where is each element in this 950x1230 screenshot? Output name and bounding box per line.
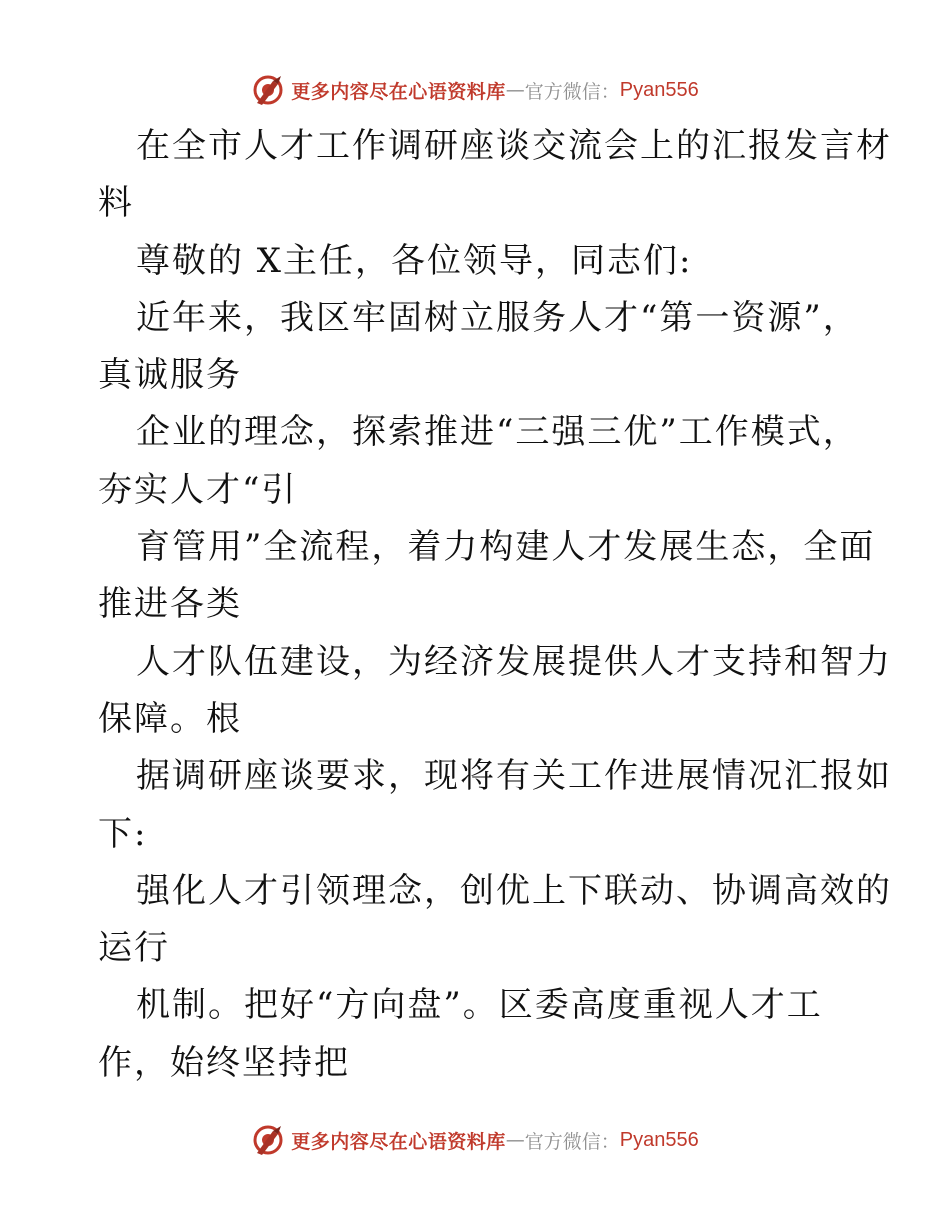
paragraph-line: 夯实人才“引: [98, 469, 298, 510]
banner-wechat-handle: Pyan556: [619, 78, 699, 101]
paragraph-line: 强化人才引领理念，创优上下联动、协调高效的: [136, 870, 892, 911]
paragraph-line: 真诚服务: [98, 355, 242, 396]
paragraph-line: 推进各类: [98, 584, 242, 625]
paragraph-line: 育管用”全流程，着力构建人才发展生态，全面: [136, 527, 876, 568]
banner-text: [291, 77, 699, 104]
banner-site-name: 更多内容尽在心语资料库: [291, 1130, 506, 1153]
header-banner: [0, 70, 950, 110]
footer-banner: [0, 1120, 950, 1160]
banner-wechat-label: 官方微信：: [524, 1130, 620, 1153]
paragraph-line: 人才队伍建设，为经济发展提供人才支持和智力: [136, 641, 892, 682]
document-title-line: 在全市人才工作调研座谈交流会上的汇报发言材: [136, 126, 892, 166]
paragraph-line: 据调研座谈要求，现将有关工作进展情况汇报如: [136, 756, 892, 797]
paragraph-line: 作，始终坚持把: [98, 1042, 350, 1083]
paragraph-line: 保障。根: [98, 698, 242, 739]
paragraph-line: 企业的理念，探索推进“三强三优”工作模式，: [136, 412, 859, 453]
banner-separator: —: [505, 79, 525, 101]
paragraph-line: 机制。把好“方向盘”。区委高度重视人才工: [136, 985, 823, 1026]
banner-wechat-handle: Pyan556: [619, 1128, 699, 1151]
document-title-line: 料: [98, 183, 134, 224]
quill-pen-circle-icon: [251, 73, 285, 107]
banner-wechat-label: 官方微信：: [524, 80, 620, 103]
paragraph-line: 近年来，我区牢固树立服务人才“第一资源”，: [136, 297, 859, 338]
banner-text: [291, 1127, 699, 1154]
salutation-line: 尊敬的 X主任，各位领导，同志们:: [136, 240, 693, 281]
paragraph-line: 下:: [98, 813, 148, 854]
banner-separator: —: [505, 1129, 525, 1151]
document-body: [98, 118, 892, 1092]
banner-site-name: 更多内容尽在心语资料库: [291, 80, 506, 103]
paragraph-line: 运行: [98, 928, 170, 969]
quill-pen-circle-icon: [251, 1123, 285, 1157]
